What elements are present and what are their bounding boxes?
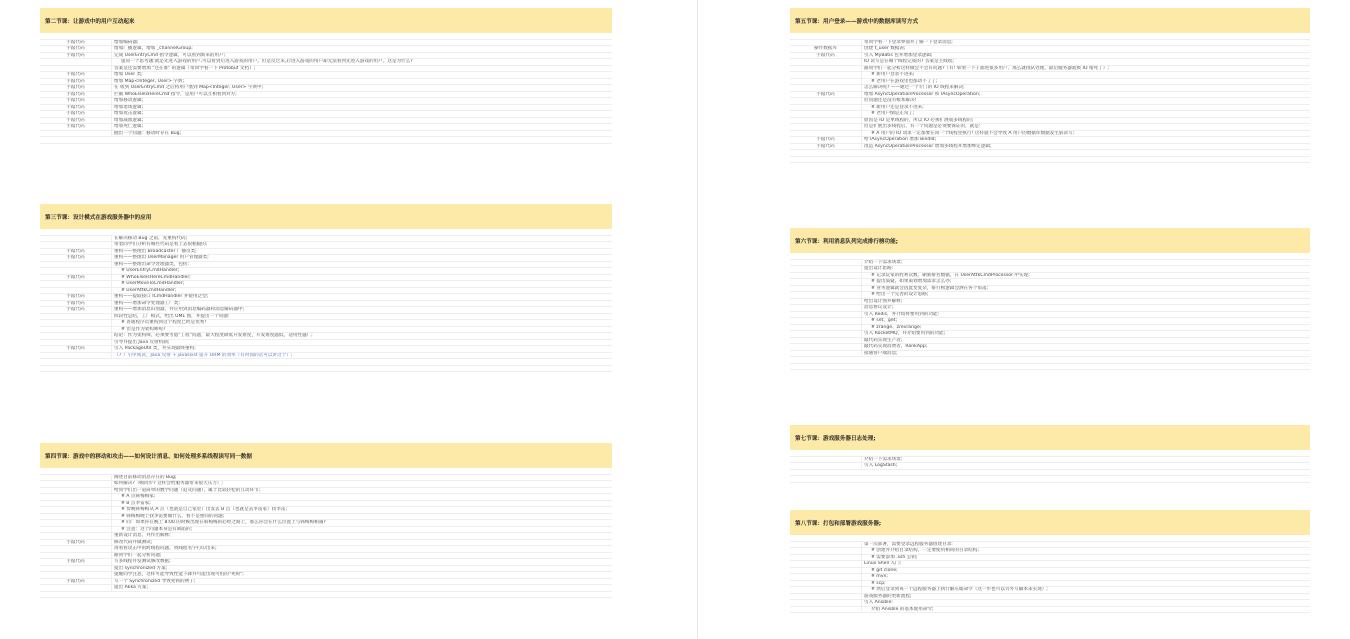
row-tag [790,548,862,554]
row-tag: 手敲代码 [40,294,112,300]
row-tag [790,131,862,137]
row-text: Linux Shell 入门: [864,561,902,566]
row-text: # 业务逻辑就会因此变复杂，排行榜逻辑会洒在各个角落; [871,285,989,291]
row-tag [40,546,112,552]
lesson-rows [40,229,612,372]
row-tag [40,320,112,326]
lesson-section [790,510,1310,613]
row-text: 改造 AsyncOperationProcessor 增加多线程并增加绑定逻辑; [864,143,992,149]
row-tag [40,514,112,520]
row-tag [790,338,862,344]
row-text: 如何解决?（帧同步? 这样会给服务器带来很大压力）; [114,481,223,486]
row-text: 再看看攻击中的跨线程问题，将线程名字打印出来; [114,546,217,551]
row-text: 重构——提取接口 ICmdHandler 并使用泛型; [114,294,209,299]
spacer-row [790,364,1310,371]
lesson-section [40,8,612,144]
lesson-rows [40,468,612,598]
row-text: 提问一个思考题:就是先进入游戏的用户,可以看到后进入游戏的用户。但是反过来,后进入游戏的用户却无法看到先进入游戏的用户。这是为什么? [121,59,413,64]
row-tag [40,59,112,65]
spacer-row [790,476,1310,483]
row-text: 拦截 WhoElselsHereCmd 指令，是用户可以互相看到对方; [114,91,237,97]
row-text: 提醒同学注意，这样可能导致性能下降并可能出现可怕的"死锁"; [114,572,244,577]
row-text: 增加广播逻辑，增加 _channelGroup; [114,46,193,51]
row-tag [40,131,112,137]
row-text: # UserMoveToCmdHandler; [121,281,185,286]
row-tag [40,242,112,248]
document-page-left [40,0,612,639]
row-tag [790,59,862,65]
row-text: 修改代码并做测试; [114,539,153,545]
row-text: # A 用户的 IO 请求一定都要在同一个线程里执行! 这样就不会导致 A 用户的数据库数据发生脏读写; [871,130,1075,136]
lesson-section [40,204,612,372]
row-tag [40,527,112,533]
row-tag [790,98,862,104]
lesson-section [790,425,1310,483]
row-text: 敲代码实现消费者，RankApp; [864,344,928,349]
row-text: 给同学们出一道简单的数学问题（追及问题），属于比较轻松的互动环节; [114,487,261,493]
row-text: 怎么解决呢? ——通过一个专门的 IO 线程来解决; [864,85,965,90]
row-text: 引入 MyBatis 包并增加登录逻辑; [864,52,933,58]
row-text: 提出设计思路: [864,266,894,271]
row-text: 阐述目前移动消息存在的 Bug; [114,474,177,480]
row-text: # 给出一个完善的设计思路; [871,292,929,297]
row-text: 增加 Map<Integer, User> 字典; [114,78,185,84]
row-tag [790,561,862,567]
row-tag: 手敲代码 [790,137,862,143]
row-text: # 需要添加 .ssh 公钥; [871,554,918,560]
row-text: 在解决移动 Bug 之前，先重构代码; [114,235,188,241]
row-text: # 新用户登录不进来; [871,72,915,77]
row-text: （7 ）引申阅读，Java 反射 + javassist 提升 ORM 的效率（有时间的话可以讲这个）; [114,352,293,358]
row-tag [790,312,862,318]
row-text: 提出 Akka 方案; [114,585,149,590]
row-tag [40,481,112,487]
spacer-row [40,592,612,599]
row-text: 跟同学们一起分析问题; [114,552,162,558]
row-tag: 手敲代码 [40,255,112,261]
row-text: 带同学看一下登录界面并了解一下登录消息; [864,39,953,45]
row-text: # 老用户倒是正常了; [871,111,915,116]
row-text: 完成 UserEntryCmd 指令逻辑，可以看到新来的用户; [114,52,226,58]
row-tag [790,574,862,580]
table-row [790,607,1310,614]
row-text: # UserEntryCmdHandler; [121,268,180,273]
row-tag [40,288,112,294]
spacer-row [40,137,612,144]
row-text: 创建 t_user 数据表; [864,46,906,51]
row-tag: 手敲代码 [40,40,112,46]
row-tag: 手敲代码 [40,92,112,98]
row-tag [790,594,862,600]
row-tag: 手敲代码 [40,249,112,255]
row-tag [790,299,862,305]
document-page-right [790,0,1310,639]
row-tag [40,520,112,526]
row-tag [790,581,862,587]
lesson-section [40,443,612,598]
lesson-rows [790,535,1310,613]
row-text: # 但是作为架构师呢? [121,326,166,332]
row-text: 给 IAsyncOperation 增加 BindId; [864,137,937,142]
row-text: 增加编码器; [114,39,139,45]
row-tag: 手敲代码 [40,85,112,91]
row-tag: 手敲代码 [40,118,112,124]
row-text: 介绍一下需求场景; [864,259,903,265]
lesson-section [790,8,1310,163]
row-text: 介绍一下需求场景; [864,456,903,462]
row-tag [40,236,112,242]
row-tag [40,262,112,268]
row-tag: 手敲代码 [790,92,862,98]
row-text: 引入 LogStash; [864,463,898,468]
row-text: 抛出一个问题：移动时存在 Bug; [114,130,182,136]
row-text: 增加攻击逻辑; [114,111,144,116]
row-tag [40,494,112,500]
lesson-title: 第三节课：设计模式在游戏服务器中的应用 [40,204,612,229]
row-text: # zrange、zrevrange; [871,324,922,330]
row-tag [790,260,862,266]
row-text: 在 收到 UserEntryCmd 之后将用户塞到 Map<Integer, User> 字典中; [114,85,264,90]
row-text: 但问题还是没有根本解决! [864,98,917,103]
row-tag [790,286,862,292]
row-text: # 新用户还是登录不进来; [871,104,924,110]
row-text: 给出设计图并解释; [864,298,903,304]
row-tag [790,266,862,272]
row-text: # 问：如果你在晚上 8:00 的时候出现在韩梅梅的必经之路上，那么你会在什么位置上与韩梅梅相遇? [121,520,326,525]
row-text: 增加 User 类; [114,72,143,77]
row-text: # set、get; [871,318,898,323]
row-tag [40,533,112,539]
row-tag [790,555,862,561]
row-tag [790,111,862,117]
row-text: # 提出质疑，如果策划增加需求怎么办; [871,279,952,284]
row-tag [790,124,862,130]
row-tag: 操作数据库 [790,46,862,52]
row-text: 引入 RocketMQ，并介绍要用到的功能; [864,331,946,336]
row-text: 介绍 Ansible 的基本使用命令; [871,606,934,612]
row-tag [40,66,112,72]
row-tag: 手敲代码 [40,346,112,352]
row-tag: 手敲代码 [40,540,112,546]
row-text: 答案是还需要增加 "还在谁" 的逻辑（带同学看一下 Protobuf 文档）; [114,65,256,71]
row-tag: 手敲代码 [40,307,112,313]
row-text: 接通客户端消息; [864,350,898,356]
row-tag: 手敲代码 [40,579,112,585]
row-tag [40,553,112,559]
row-tag [790,118,862,124]
row-text: 带着同学们分析有哪些代码是看上去很粗糙的; [114,242,208,247]
lesson-title: 第五节课：用户登录——游戏中的数据库读写方式 [790,8,1310,33]
row-text: # 创建并介绍目录结构，一定要使用相同的目录结构; [871,548,979,553]
row-tag [790,79,862,85]
spacer-row [790,157,1310,164]
row-text: 增加死亡逻辑; [114,124,144,129]
row-tag [40,353,112,359]
lesson-rows [40,33,612,144]
row-tag [790,457,862,463]
row-text: 重构——增加命令处理器工厂类; [114,300,180,306]
row-text: 但是扩展出多线程后，有一个问题是必须要保证的，就是: [864,124,981,129]
row-text: # 记录玩家的胜利次数，刷新排名数据，在 UserAttkCmdProcessor 中实现; [871,272,1030,278]
row-tag [790,66,862,72]
row-tag [790,85,862,91]
row-tag: 手敲代码 [40,98,112,104]
row-text: 增加移动逻辑; [114,98,144,103]
row-text: 重构——整理出 Broadcaster 广播员类; [114,248,197,254]
row-tag: 手敲代码 [40,559,112,565]
row-text: IO 读写是在哪个线程完成的? 答案是主线程; [864,59,954,64]
row-text: 跟同学们一起分析这样做会不会有问题?（有! 如果一下子涌进很多用户，那么就排队处理，最后服务器就被 IO 堵死了）; [864,65,1109,71]
row-tag [790,587,862,593]
row-text: 引入 Redis，并介绍将要用到的功能: [864,311,940,317]
row-tag [40,572,112,578]
row-text: 写多线程并发测试修改数据; [114,559,171,564]
row-text: 重构——整理出 UserManager 用户管理器类; [114,255,209,260]
row-text: 游戏服务器的更新流程; [864,593,912,599]
row-tag [790,318,862,324]
row-text: 重构——增加消息识别器，并应用到消息编码器和消息解码器中; [114,307,245,312]
row-text: 重构——整理出命令处理器类，包括: [114,261,190,267]
row-text: 引入 PackageUtil 类，并实现最终重构; [114,346,196,351]
lesson-rows [790,450,1310,483]
row-text: # 普通程序员重构到这个程度已经是优秀! [121,320,207,325]
row-tag: 手敲代码 [40,53,112,59]
row-text: 原因是 IO 是单线程的，所以 IO 必须扩展成多线程的; [864,117,974,123]
row-tag [40,268,112,274]
row-tag [40,488,112,494]
row-tag: 手敲代码 [790,144,862,150]
row-tag [40,333,112,339]
page-divider [697,0,698,639]
row-text: # 然后登录到每一个远程服务器上执行解压缩命令（这一步也可以另外写脚本来实现）; [871,587,1048,592]
row-tag [790,279,862,285]
row-text: 增加 AsyncOperationProcessor 和 IAsyncOperation; [864,91,981,97]
row-text: # 韩梅梅晚上找李雷要做什么，看不是重问的问题; [121,513,225,519]
lesson-title: 第六节课：利用消息队列完成排行榜功能; [790,228,1310,253]
row-tag [40,507,112,513]
row-text: 阶段性总结，工厂模式，给出 UML 图，并提出一个问题: [114,313,230,319]
row-tag: 手敲代码 [40,79,112,85]
row-tag [40,314,112,320]
row-text: 引导并提出 Java 反射机制; [114,339,170,345]
row-text: # WhoElselsHereCmdHandler; [121,274,191,280]
row-tag [790,351,862,357]
row-text: # mvn; [871,574,888,579]
row-text: 提出 synchronized 方案; [114,565,168,571]
row-text: # 老用户在游戏里也都动不了了; [871,78,938,84]
row-tag [40,566,112,572]
row-tag: 手敲代码 [40,46,112,52]
lesson-rows [790,253,1310,370]
row-text: 结论：作为架构师，必须要考虑"工程"问题，最大程度降低开发难度，开发难度越低，适用性越广; [114,333,313,338]
row-tag [790,607,862,613]
row-tag [790,273,862,279]
row-text: # UserAttkCmdHandler; [121,287,177,293]
row-tag [790,72,862,78]
row-text: # git clone; [871,567,898,573]
row-tag [790,568,862,574]
row-tag [790,331,862,337]
row-tag [790,542,862,548]
row-tag [790,463,862,469]
row-tag: 手敲代码 [40,111,112,117]
row-tag [790,105,862,111]
lesson-section [790,228,1310,370]
row-tag: 手敲代码 [40,124,112,130]
row-text: # B 点李雷家; [121,500,151,506]
row-tag [40,340,112,346]
row-text: 敲代码实现生产者; [864,337,903,343]
row-tag [40,501,112,507]
row-tag [790,292,862,298]
lesson-title: 第二节课：让游戏中的用户互动起来 [40,8,612,33]
row-tag [790,305,862,311]
row-tag: 手敲代码 [40,301,112,307]
lesson-title: 第七节课：游戏服务器日志处理; [790,425,1310,450]
row-tag [40,281,112,287]
row-text: # scp; [871,580,886,586]
row-tag: 手敲代码 [40,72,112,78]
lesson-title: 第四节课：游戏中的移动和攻击——如何设计消息、如何处理多系线程读写同一数据 [40,443,612,468]
row-text: # A 点韩梅梅家; [121,494,156,499]
row-text: 消息协议设计; [864,305,894,310]
row-text: # 注意：这个问题本身是有缺陷的; [121,526,193,532]
row-text: 增加退场逻辑; [114,104,144,110]
row-tag: 手敲代码 [40,275,112,281]
row-text: 增加减血逻辑; [114,117,144,123]
row-text: 写一个 Synchronized 导致死锁的例子; [114,578,196,584]
row-text: 引入 Ansible: [864,600,893,605]
lesson-rows [790,33,1310,163]
row-tag [790,325,862,331]
lesson-title: 第八节课：打包和部署游戏服务器; [790,510,1310,535]
row-text: 第一次部署，需要登录远程服务器创建目录: [864,541,953,547]
row-tag [40,327,112,333]
row-tag [790,600,862,606]
row-tag [40,475,112,481]
row-text: # 傍晚韩梅梅从 A 点（也就是自己家里）出发去 B 点（也就是去李雷家）找李雷; [121,507,287,512]
spacer-row [40,366,612,373]
row-tag [790,40,862,46]
row-tag: 手敲代码 [790,53,862,59]
row-tag: 手敲代码 [40,105,112,111]
row-text: 重新设计消息，并作出解释; [114,533,171,538]
row-tag [40,585,112,591]
row-tag [790,344,862,350]
